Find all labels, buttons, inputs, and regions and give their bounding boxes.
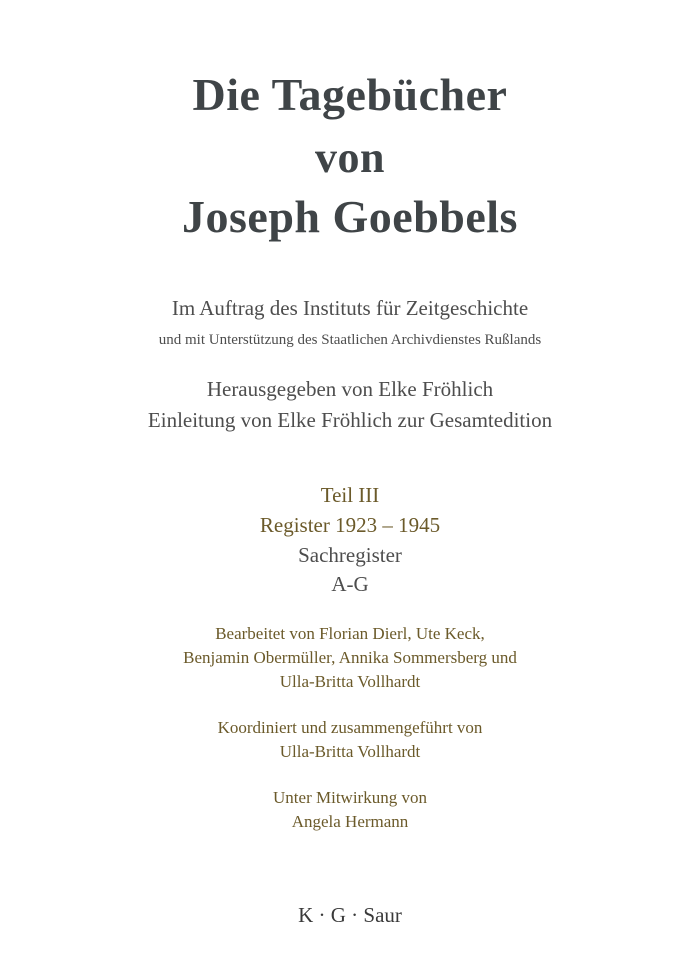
title-line-3: Joseph Goebbels [182,191,518,242]
introduction-line: Einleitung von Elke Fröhlich zur Gesamtedition [147,408,553,432]
edited-by-line-1: Bearbeitet von Florian Dierl, Ute Keck, [215,624,485,643]
coordinated-line-2: Ulla-Britta Vollhardt [279,742,421,761]
coordinated-line-1: Koordiniert und zusammengeführt von [217,718,483,737]
register-type-label: Sachregister [298,543,402,567]
range-label: A-G [331,572,369,596]
part-label: Teil III [320,483,380,507]
collaboration-line-2: Angela Hermann [291,812,409,831]
title-line-2: von [315,133,385,182]
title-line-1: Die Tagebücher [192,69,508,120]
publisher-name: K · G · Saur [298,903,402,927]
register-label: Register 1923 – 1945 [259,513,441,537]
edited-by-line-3: Ulla-Britta Vollhardt [279,672,421,691]
edited-by-line-2: Benjamin Obermüller, Annika Sommersberg und [183,648,517,667]
commission-line-2: und mit Unterstützung des Staatlichen Archivdienstes Rußlands [158,332,542,348]
commission-line-1: Im Auftrag des Instituts für Zeitgeschichte [171,296,529,320]
collaboration-line-1: Unter Mitwirkung von [273,788,427,807]
editor-line: Herausgegeben von Elke Fröhlich [206,377,494,401]
